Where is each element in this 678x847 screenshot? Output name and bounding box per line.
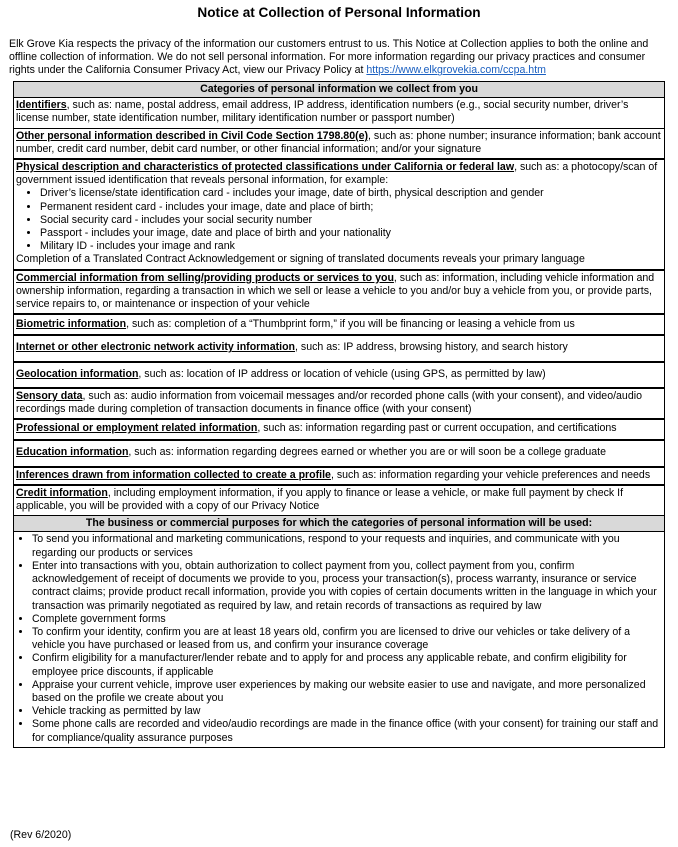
category-text: , such as: audio information from voicemail messages and/or recorded phone calls (with your consent), and video/audio recordings made during completion of transaction documents in finance office (with your consent): [16, 389, 642, 416]
category-row-biometric: [14, 315, 664, 336]
category-name: Credit information: [16, 486, 108, 499]
category-row-identifiers: [14, 98, 664, 128]
category-text: , such as: information regarding past or current occupation, and certifications: [257, 422, 617, 435]
category-name: Biometric information: [16, 318, 127, 331]
category-text: , such as: information, including vehicle information and ownership information, regarding a transaction in which we sell or lease a vehicle to you and/or buy a vehicle from you, or provide parts, service repairs to, or maintenance or inspection of your vehicle: [16, 271, 655, 311]
revision-note: (Rev 6/2020): [10, 829, 72, 841]
category-text: , such as: phone number; insurance information; bank account number, credit card number, debit card number, or other financial information; and/or your signature: [16, 129, 661, 155]
categories-header: Categories of personal information we collect from you: [14, 82, 664, 98]
list-item: • Social security card - includes your social security number: [40, 214, 662, 227]
list-item: • Some phone calls are recorded and video/audio recordings are made in the finance office (with your consent) for training our staff and for compliance/quality assurance purposes: [32, 718, 660, 744]
category-text: , such as: information regarding degrees earned or whether you are or will soon be a college graduate: [128, 446, 607, 459]
category-name: Commercial information from selling/providing products or services to you: [16, 271, 394, 284]
category-row-internet: [14, 336, 664, 362]
category-text: , such as: completion of a “Thumbprint form,” if you will be financing or leasing a vehicle from us: [126, 318, 575, 331]
list-item: • To confirm your identity, confirm you are at least 18 years old, confirm you are licensed to drive our vehicles or take delivery of a vehicle you have purchased or leased from us, and confirm your insurance coverage: [32, 626, 660, 652]
list-item: • Passport - includes your image, date and place of birth and your nationality: [40, 227, 662, 240]
purposes-section: [14, 532, 664, 746]
category-row-physical-description: [14, 160, 664, 271]
ccpa-policy-link[interactable]: https://www.elkgrovekia.com/ccpa.htm: [366, 64, 546, 77]
list-item: • Permanent resident card - includes your image, date and place of birth;: [40, 201, 662, 214]
list-item: • Military ID - includes your image and rank: [40, 240, 662, 253]
purposes-header: The business or commercial purposes for which the categories of personal information will be used:: [14, 516, 664, 532]
category-row-inferences: [14, 468, 664, 486]
list-item: • Driver’s license/state identification card - includes your image, date of birth, physical description and gender: [40, 187, 662, 200]
category-name: Geolocation information: [16, 367, 139, 380]
category-name: Other personal information described in Civil Code Section 1798.80(e): [16, 129, 369, 142]
intro-text: Elk Grove Kia respects the privacy of the information our customers entrust to us. This Notice at Collection applies to both the online and offline collection of information. We do not sell personal information. For more information regarding our privacy practices and consumer rights under the California Consumer Privacy Act, view our Privacy Policy at: [9, 38, 649, 77]
category-row-employment: [14, 420, 664, 441]
category-text: , such as: information regarding your vehicle preferences and needs: [330, 468, 651, 481]
category-row-sensory: [14, 389, 664, 420]
list-item: • Appraise your current vehicle, improve user experiences by making our website easier to use and navigate, and more personalized based on the profile we create about you: [32, 679, 660, 705]
categories-table: [13, 81, 665, 748]
category-row-geolocation: [14, 363, 664, 389]
category-text: , including employment information, if you apply to finance or lease a vehicle, or make full payment by check If applicable, you will be provided with a copy of our Privacy Notice: [16, 486, 624, 513]
list-item: • Complete government forms: [32, 613, 660, 626]
category-row-credit: [14, 486, 664, 516]
category-row-education: [14, 441, 664, 467]
list-item: • Enter into transactions with you, obtain authorization to collect payment from you, collect payment from you, confirm acknowledgement of receipt of documents we provide to you, process your transaction(s), process warranty, insurance or service contract claims; provide product recall information, provide you with copies of certain documents written in the language in which your transaction was primarily negotiated as required by law, and retain records of transactions as required by law: [32, 560, 660, 613]
list-item: • To send you informational and marketing communications, respond to your requests and inquiries, and communicate with you regarding our products or services: [32, 533, 660, 559]
category-text: , such as: name, postal address, email address, IP address, identification numbers (e.g., social security number, driver’s license number, state identification number, military identification number or passport number): [16, 99, 629, 125]
category-row-commercial: [14, 271, 664, 316]
category-text: , such as: location of IP address or location of vehicle (using GPS, as permitted by law): [138, 367, 546, 380]
page-title: Notice at Collection of Personal Information: [197, 5, 481, 20]
category-name: Physical description and characteristics of protected classifications under California or federal law: [16, 161, 515, 174]
category-name: Professional or employment related information: [16, 422, 258, 435]
intro-paragraph: [9, 38, 669, 78]
id-document-list: [16, 187, 662, 253]
category-name: Sensory data: [16, 389, 83, 402]
category-text: , such as: IP address, browsing history, and search history: [295, 341, 568, 354]
list-item: • Vehicle tracking as permitted by law: [32, 705, 660, 718]
translated-contract-note: Completion of a Translated Contract Acknowledgement or signing of translated documents reveals your primary language: [16, 253, 585, 266]
purposes-list: [16, 533, 660, 744]
category-name: Education information: [16, 446, 129, 459]
category-name: Inferences drawn from information collected to create a profile: [16, 468, 331, 481]
category-text: , such as: a photocopy/scan of government issued identification that reveals personal information, for example:: [16, 161, 658, 187]
list-item: • Confirm eligibility for a manufacturer/lender rebate and to apply for and process any applicable rebate, and confirm eligibility for employee price discounts, if applicable: [32, 652, 660, 678]
category-row-other-personal: [14, 129, 664, 160]
category-name: Identifiers: [16, 99, 67, 112]
category-name: Internet or other electronic network activity information: [16, 341, 296, 354]
